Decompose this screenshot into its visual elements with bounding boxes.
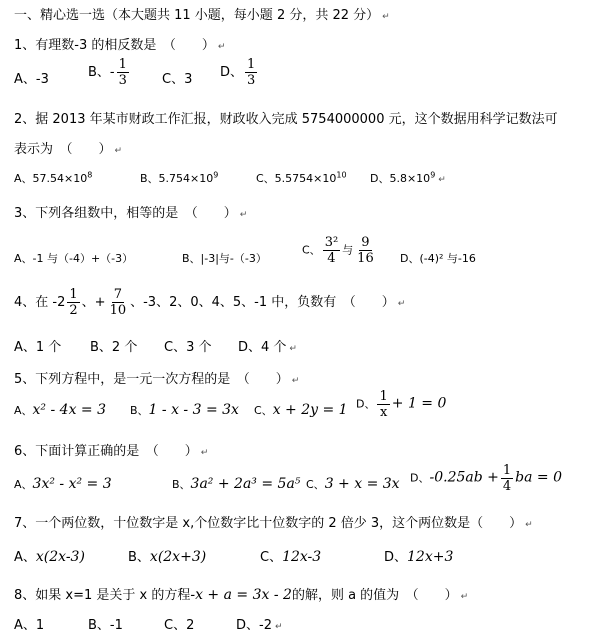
q1-option-c: C、3 <box>162 72 193 87</box>
q6-option-a: A、3x² - x² = 3 <box>14 476 112 492</box>
q6-option-c: C、3 + x = 3x <box>306 476 400 492</box>
q2-option-c: C、$5.5754\times 10^{10}$ <box>256 170 347 185</box>
q1-option-d: D、 $\frac{1}{3}$ <box>220 57 256 88</box>
q1-option-b: B、- $\frac{1}{3}$ <box>88 57 127 88</box>
q7-stem: 7、一个两位数，十位数字是 x,个位数字比十位数字的 2 倍少 3，这个两位数是（ ） ↵ <box>14 516 533 531</box>
q4-option-c: C、3 个 <box>164 340 212 355</box>
q2-stem-line2: 表示为 （ ） ↵ <box>14 142 123 157</box>
q7-option-b: B、x(2x+3) <box>128 549 207 565</box>
q8-option-c: C、2 <box>164 618 195 633</box>
q4-option-d: D、4 个 ↵ <box>238 340 297 355</box>
q3-option-b: B、|-3|与-（-3） <box>182 252 267 265</box>
q2-option-a: A、$57.54\times 10^8$ <box>14 170 93 185</box>
q3-option-c: C、 $\frac{\text{3²}}{4}$ 与 $\frac{9}{16}$ <box>302 235 374 266</box>
q4-option-b: B、2 个 <box>90 340 138 355</box>
q7-option-d: D、12x+3 <box>384 549 454 565</box>
q8-stem: 8、如果 x=1 是关于 x 的方程-x + a = 3x - 2的解，则 a 的值为 （ ） ↵ <box>14 587 469 603</box>
q3-stem: 3、下列各组数中，相等的是 （ ） ↵ <box>14 206 248 221</box>
q3-option-a: A、-1 与（-4）+（-3） <box>14 252 134 265</box>
q5-option-a: A、x² - 4x = 3 <box>14 402 107 418</box>
q6-option-b: B、3a² + 2a³ = 5a⁵ <box>172 476 301 492</box>
q3-option-d: D、(-4)² 与-16 <box>400 252 476 265</box>
q5-stem: 5、下列方程中，是一元一次方程的是 （ ） ↵ <box>14 372 300 387</box>
q6-option-d: D、-0.25ab + $\frac{1}{4}$ ba = 0 <box>410 463 563 494</box>
q7-option-c: C、12x-3 <box>260 549 322 565</box>
q5-option-d: D、 $\frac{1}{x}$ + 1 = 0 <box>356 389 447 420</box>
q4-option-a: A、1 个 <box>14 340 62 355</box>
q2-option-d: D、$5.8\times 10^9↵$ <box>370 170 446 185</box>
q8-option-a: A、1 <box>14 618 45 633</box>
q1-stem: 1、有理数-3 的相反数是 （ ） ↵ <box>14 38 226 53</box>
q2-stem-line1: 2、据 2013 年某市财政工作汇报，财政收入完成 5754000000 元，这个数据用科学记数法可 <box>14 112 558 127</box>
q7-option-a: A、x(2x-3) <box>14 549 85 565</box>
q6-stem: 6、下面计算正确的是 （ ） ↵ <box>14 444 209 459</box>
q8-option-d: D、-2 ↵ <box>236 618 283 633</box>
section-title: 一、精心选一选（本大题共 11 小题，每小题 2 分，共 22 分） ↵ <box>14 8 390 23</box>
q8-option-b: B、-1 <box>88 618 123 633</box>
q4-stem: 4、在 -2 $\frac{1}{2}$ 、+ $\frac{7}{10}$ 、-3、2、0、4、5、-1 中，负数有 （ ） ↵ <box>14 287 406 318</box>
q2-option-b: B、$5.754\times 10^9$ <box>140 170 219 185</box>
q5-option-c: C、x + 2y = 1 <box>254 402 348 418</box>
q1-option-a: A、-3 <box>14 72 49 87</box>
q5-option-b: B、1 - x - 3 = 3x <box>130 402 239 418</box>
